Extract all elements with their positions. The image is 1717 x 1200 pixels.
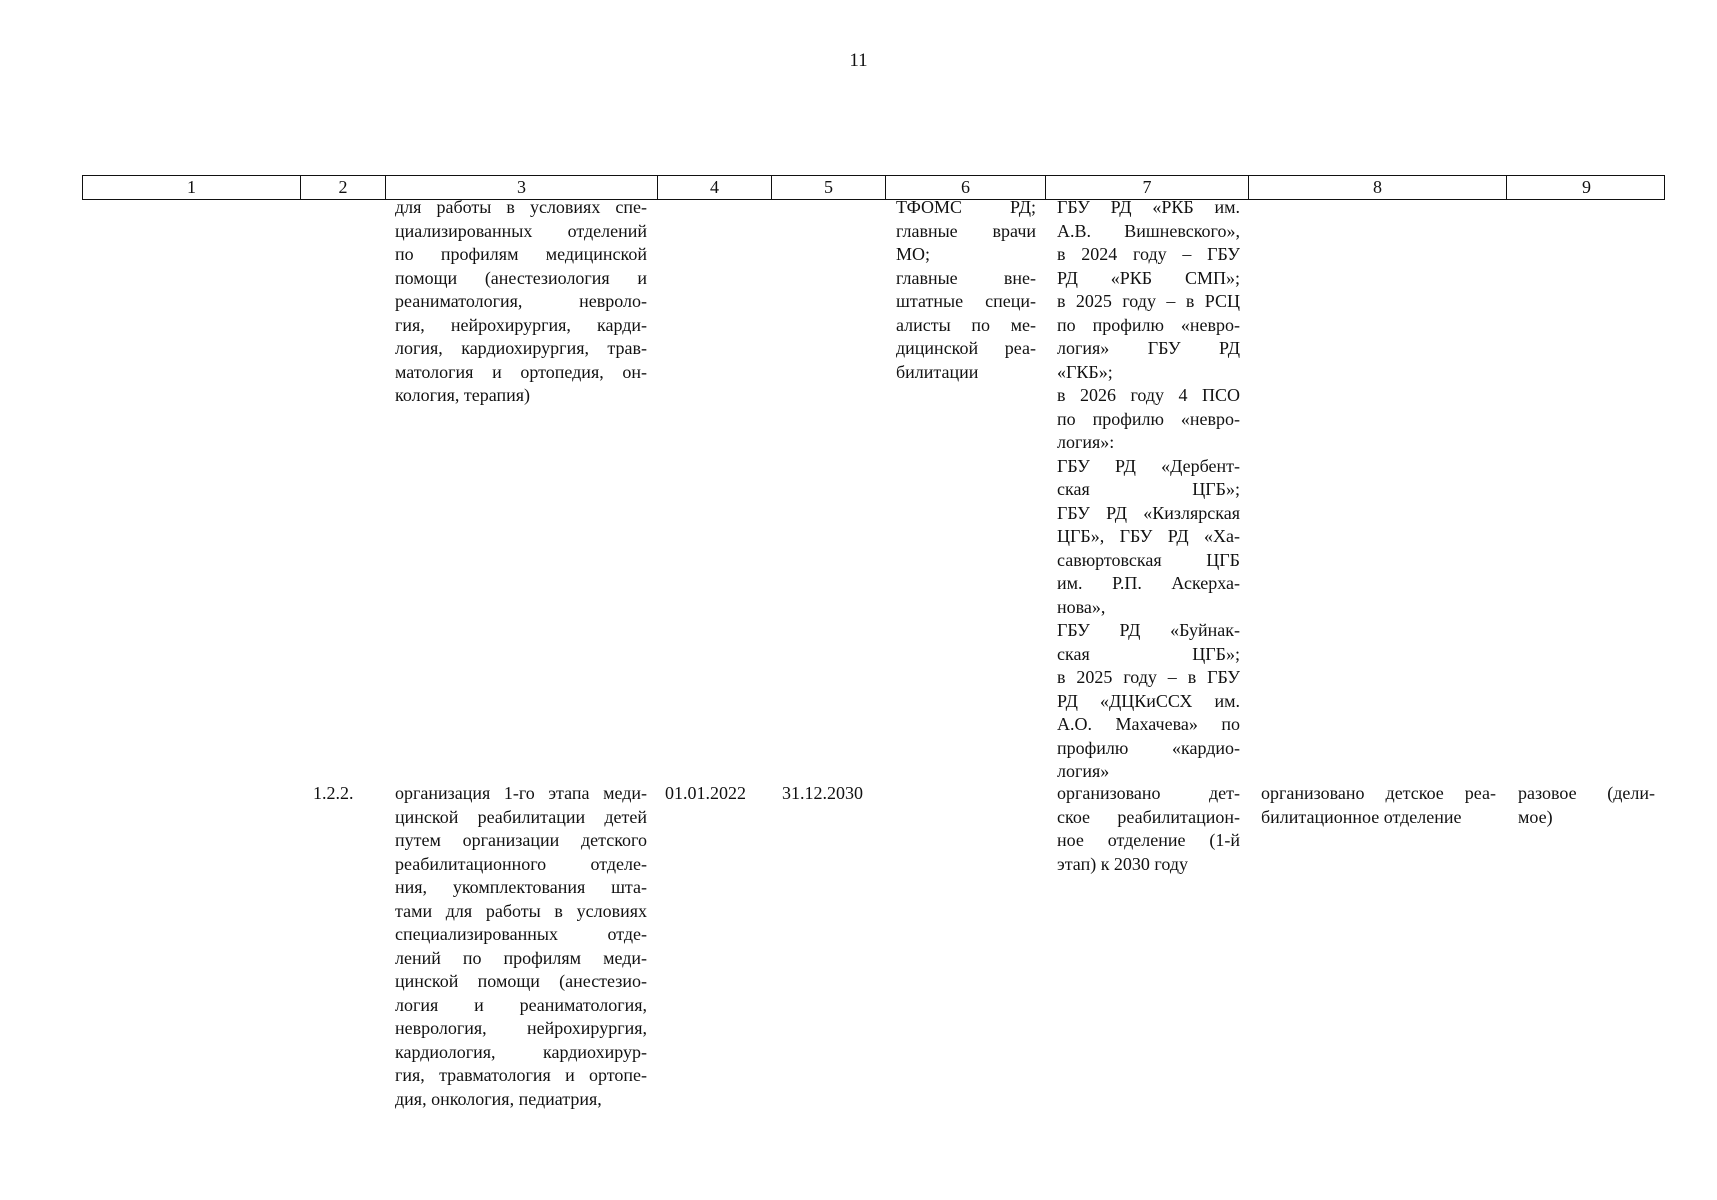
cell-line: организовано детское реа- xyxy=(1261,783,1496,803)
cell-line: гия, нейрохирургия, карди- xyxy=(395,314,647,335)
row2-col2-number: 1.2.2. xyxy=(313,783,354,803)
cell-line: гия, травматология и ортопе- xyxy=(395,1065,647,1085)
cell-line: ния, укомплектования шта- xyxy=(395,877,647,897)
table-header-row xyxy=(82,175,1665,200)
cell-line: тами для работы в условиях xyxy=(395,900,647,921)
cell-line: для работы в условиях спе- xyxy=(395,197,647,217)
header-cell-4: 4 xyxy=(657,176,771,199)
cell-line: по профилю «невро- xyxy=(1057,408,1240,429)
header-cell-8: 8 xyxy=(1248,176,1506,199)
cell-line: А.О. Махачева» по xyxy=(1057,714,1240,734)
cell-line: ное отделение (1-й xyxy=(1057,830,1240,850)
row2-col7-cell xyxy=(1057,782,1240,876)
row1-col6-cell xyxy=(896,196,1036,384)
cell-line: профилю «кардио- xyxy=(1057,737,1240,758)
cell-line: цинской реабилитации детей xyxy=(395,806,647,827)
header-cell-7: 7 xyxy=(1045,176,1248,199)
cell-line: логия»: xyxy=(1057,432,1115,452)
cell-line: савюртовская ЦГБ xyxy=(1057,549,1240,570)
cell-line: реабилитационного отделе- xyxy=(395,853,647,874)
cell-line: в 2025 году – в РСЦ xyxy=(1057,291,1240,311)
cell-line: кардиология, кардиохирур- xyxy=(395,1041,647,1062)
cell-line: помощи (анестезиология и xyxy=(395,267,647,288)
cell-line: ГБУ РД «РКБ им. xyxy=(1057,197,1240,217)
cell-line: по профилям медицинской xyxy=(395,244,647,264)
cell-line: главные врачи xyxy=(896,220,1036,241)
header-cell-1: 1 xyxy=(187,177,196,197)
cell-line: организация 1-го этапа меди- xyxy=(395,783,647,803)
cell-line: логия» ГБУ РД xyxy=(1057,338,1240,358)
cell-line: ГБУ РД «Буйнак- xyxy=(1057,620,1240,640)
cell-line: логия, кардиохирургия, трав- xyxy=(395,338,647,358)
cell-line: ская ЦГБ»; xyxy=(1057,479,1240,499)
cell-line: организовано дет- xyxy=(1057,783,1240,803)
row1-col7-cell xyxy=(1057,196,1240,784)
cell-line: путем организации детского xyxy=(395,830,647,850)
cell-line: в 2026 году 4 ПСО xyxy=(1057,385,1240,405)
header-cell-3: 3 xyxy=(385,176,657,199)
row1-col3-cell xyxy=(395,196,647,408)
cell-line: дицинской реа- xyxy=(896,338,1036,358)
cell-line: билитационное отделение xyxy=(1261,806,1462,827)
cell-line: алисты по ме- xyxy=(896,314,1036,335)
cell-line: главные вне- xyxy=(896,267,1036,288)
cell-line: реаниматология, невроло- xyxy=(395,291,647,311)
cell-line: РД «ДЦКиССХ им. xyxy=(1057,690,1240,711)
cell-line: лений по профилям меди- xyxy=(395,947,647,968)
cell-line: ГБУ РД «Дербент- xyxy=(1057,455,1240,476)
cell-line: ТФОМС РД; xyxy=(896,197,1036,217)
cell-line: ГБУ РД «Кизлярская xyxy=(1057,502,1240,523)
header-cell-6: 6 xyxy=(885,176,1045,199)
cell-line: этап) к 2030 году xyxy=(1057,853,1189,874)
row2-col9-cell xyxy=(1518,782,1655,829)
page-number: 11 xyxy=(849,50,868,71)
header-cell-9: 9 xyxy=(1506,176,1666,199)
cell-line: дия, онкология, педиатрия, xyxy=(395,1088,602,1109)
cell-line: логия» xyxy=(1057,761,1110,781)
row2-col3-cell xyxy=(395,782,647,1111)
cell-line: циализированных отделений xyxy=(395,220,647,241)
cell-line: им. Р.П. Аскерха- xyxy=(1057,573,1240,593)
cell-line: кология, терапия) xyxy=(395,385,531,405)
cell-line: разовое (дели- xyxy=(1518,783,1655,803)
cell-line: матология и ортопедия, он- xyxy=(395,361,647,382)
cell-line: ская ЦГБ»; xyxy=(1057,643,1240,664)
cell-line: в 2025 году – в ГБУ xyxy=(1057,667,1240,687)
row2-col4-start-date: 01.01.2022 xyxy=(665,783,746,803)
cell-line: цинской помощи (анестезио- xyxy=(395,971,647,991)
header-cell-5: 5 xyxy=(771,176,885,199)
cell-line: ЦГБ», ГБУ РД «Ха- xyxy=(1057,526,1240,546)
cell-line: мое) xyxy=(1518,806,1553,827)
cell-line: МО; xyxy=(896,244,931,264)
cell-line: нова», xyxy=(1057,596,1106,617)
row2-col8-cell xyxy=(1261,782,1496,829)
cell-line: билитации xyxy=(896,361,979,382)
cell-line: неврология, нейрохирургия, xyxy=(395,1018,647,1038)
row2-col5-end-date: 31.12.2030 xyxy=(782,783,863,803)
cell-line: логия и реаниматология, xyxy=(395,994,647,1015)
cell-line: РД «РКБ СМП»; xyxy=(1057,267,1240,288)
cell-line: в 2024 году – ГБУ xyxy=(1057,244,1240,264)
cell-line: ское реабилитацион- xyxy=(1057,806,1240,827)
header-cell-2: 2 xyxy=(300,176,385,199)
cell-line: специализированных отде- xyxy=(395,924,647,944)
cell-line: «ГКБ»; xyxy=(1057,361,1113,382)
cell-line: А.В. Вишневского», xyxy=(1057,220,1240,241)
cell-line: штатные специ- xyxy=(896,291,1036,311)
cell-line: по профилю «невро- xyxy=(1057,314,1240,335)
